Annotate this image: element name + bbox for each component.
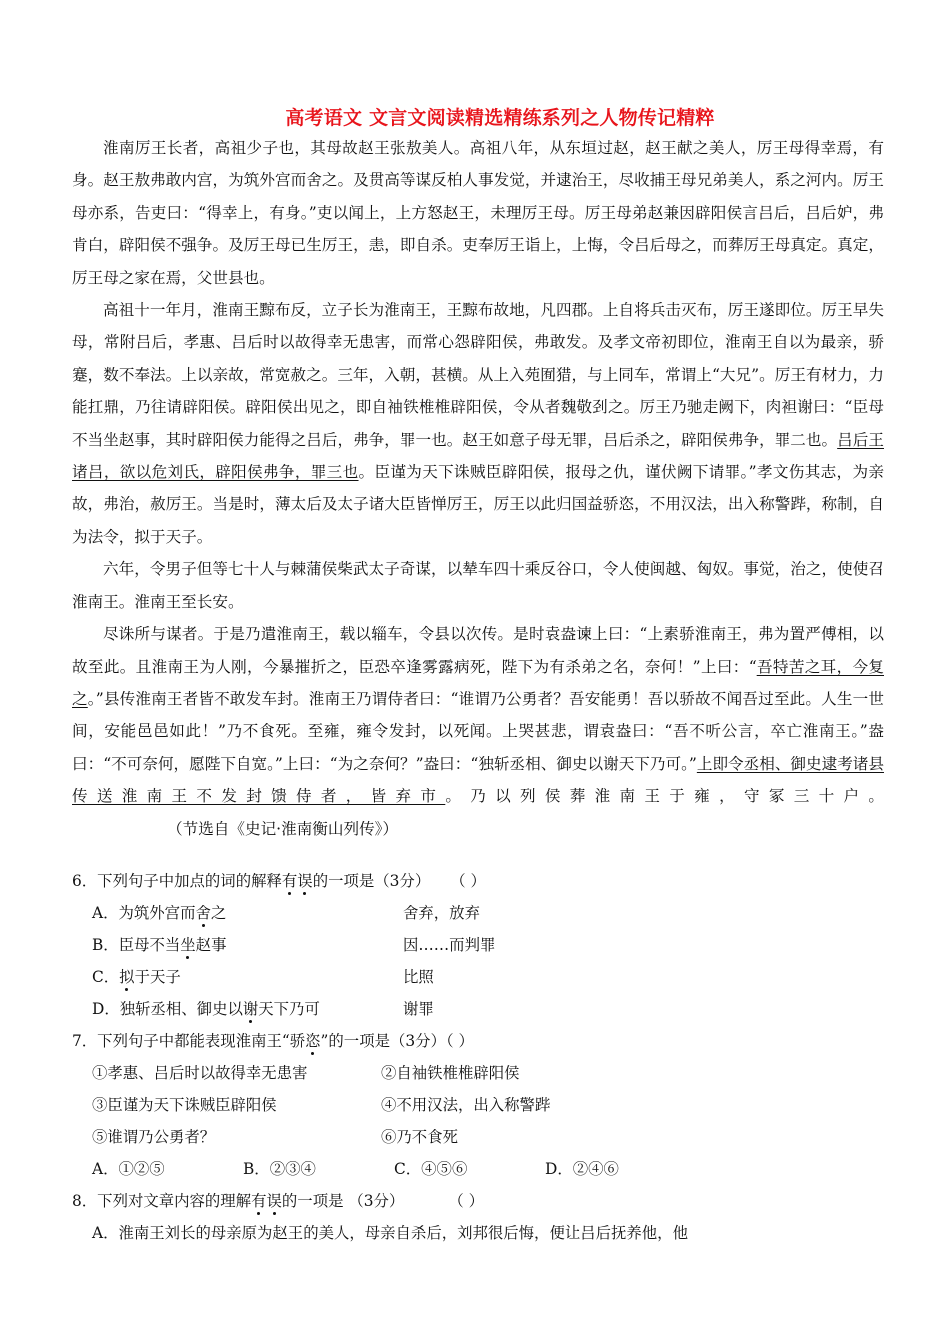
q7-dotted-char: 恣 (305, 1032, 321, 1050)
q6-option-c-gloss: 比照 (403, 968, 434, 986)
q7-stem-text: 7．下列句子中都能表现淮南王“骄 (72, 1032, 306, 1050)
q8-dotted-char: 有 (251, 1192, 267, 1210)
q6-option-c (92, 961, 181, 993)
q8-stem-text: 的一项是 （3分） (281, 1192, 405, 1210)
option-text: 于天子 (134, 968, 181, 986)
option-text: 天下乃可 (258, 1000, 320, 1018)
dotted-word: 坐 (180, 936, 196, 954)
q7-choice-d: D．②④⑥ (545, 1160, 619, 1178)
classical-passage (72, 132, 884, 845)
q7-item-2: ②自袖铁椎椎辟阳侯 (381, 1064, 520, 1082)
question-7-stem (72, 1025, 474, 1057)
q7-item-1: ①孝惠、吕后时以故得幸无患害 (92, 1064, 308, 1082)
option-text: B．臣母不当 (92, 936, 181, 954)
q7-item-3: ③臣谨为天下诛贼臣辟阳侯 (92, 1096, 277, 1114)
option-text: 之 (210, 904, 227, 922)
passage-paragraph-2 (72, 294, 884, 553)
q6-option-b (92, 929, 226, 961)
q7-choice-b: B．②③④ (243, 1160, 316, 1178)
passage-source: （节选自《史记·淮南衡山列传》） (167, 819, 399, 838)
q6-stem-text: 的一项是（3分） (312, 872, 431, 890)
option-text: A．为筑外宫而 (92, 904, 196, 922)
option-text: D．独斩丞相、御史以 (92, 1000, 243, 1018)
question-6-stem (72, 865, 486, 897)
q7-stem-text: ”的一项是（3分）（ ） (320, 1032, 474, 1050)
passage-text: 尽诛所与谋者。于是乃遣淮南王，载以辎车，令县以次传。是时袁盎谏上曰：“上素骄淮南王，弗为置严傅相，以故至此。且淮南王为人刚，今暴摧折之，臣恐卒逢雾露病死，陛下为有杀弟之名，奈何！”上曰：“ (72, 625, 884, 676)
passage-paragraph-1: 淮南厉王长者，高祖少子也，其母故赵王张敖美人。高祖八年，从东垣过赵，赵王献之美人，厉王母得幸焉，有身。赵王敖弗敢内宫，为筑外宫而舍之。及贯高等谋反柏人事发觉，并逮治王，尽收捕王母兄弟美人，系之河内。厉王母亦系，告吏曰：“得幸上，有身。”吏以闻上，上方怒赵王，未理厉王母。厉王母弟赵兼因辟阳侯言吕后，吕后妒，弗肯白，辟阳侯不强争。及厉王母已生厉王，恚，即自杀。吏奉厉王诣上，上悔，令吕后母之，而葬厉王母真定。真定，厉王母之家在焉，父世县也。 (72, 139, 884, 287)
q6-option-a-gloss: 舍弃，放弃 (403, 904, 480, 922)
dotted-word: 谢 (242, 1000, 259, 1018)
q7-item-6: ⑥乃不食死 (381, 1128, 458, 1146)
passage-text: 高祖十一年月，淮南王黥布反，立子长为淮南王，王黥布故地，凡四郡。上自将兵击灭布，厉王遂即位。厉王早失母，常附吕后，孝惠、吕后时以故得幸无患害，而常心怨辟阳侯，弗敢发。及孝文帝初即位，淮南王自以为最亲，骄蹇，数不奉法。上以亲故，常宽赦之。三年，入朝，甚横。从上入苑囿猎，与上同车，常谓上“大兄”。厉王有材力，力能扛鼎，乃往请辟阳侯。辟阳侯出见之，即自袖铁椎椎辟阳侯，令从者魏敬刭之。厉王乃驰走阙下，肉袒谢曰：“臣母不当坐赵事，其时辟阳侯力能得之吕后，弗争，罪一也。赵王如意子母无罪，吕后杀之，辟阳侯弗争，罪二也。 (72, 301, 884, 449)
dotted-word: 舍 (195, 904, 211, 922)
passage-text: 。乃以列侯葬淮南王于雍，守冢三十户。 (445, 787, 884, 806)
q6-stem-text: 6．下列句子中加点的词的解释 (72, 872, 282, 890)
option-text: 赵事 (195, 936, 227, 954)
document-title: 高考语文 文言文阅读精选精练系列之人物传记精粹 (285, 107, 715, 129)
q6-dotted-char: 误 (297, 872, 313, 890)
question-8-stem (72, 1185, 484, 1217)
q7-item-4: ④不用汉法，出入称警跸 (381, 1096, 551, 1114)
q8-answer-blank: （ ） (448, 1192, 485, 1210)
q8-option-a: A．淮南王刘长的母亲原为赵王的美人，母亲自杀后，刘邦很后悔，便让吕后抚养他，他 (92, 1224, 688, 1242)
passage-text: 。臣谨为天下诛贼臣辟阳侯，报母之仇，谨伏阙下请罪。”孝文伤其志，为亲故，弗治，赦厉王。当是时，薄太后及太子诸大臣皆惮厉王，厉王以此归国益骄恣，不用汉法，出入称警跸，称制，自为法令，拟于天子。 (72, 463, 884, 546)
underlined-sentence-3: 上即令丞相、御史逮考诸县传送淮南王不发封馈侍者，皆弃市 (72, 754, 884, 806)
q8-stem-text: 8．下列对文章内容的理解 (72, 1192, 252, 1210)
dotted-word: 拟 (119, 968, 135, 986)
option-text: C． (92, 968, 120, 986)
q6-dotted-char: 有 (281, 872, 298, 890)
q7-choice-c: C．④⑤⑥ (394, 1160, 468, 1178)
q8-dotted-char: 误 (266, 1192, 282, 1210)
q6-option-a (92, 897, 226, 929)
passage-paragraph-4 (72, 618, 884, 845)
passage-paragraph-3: 六年，令男子但等七十人与棘蒲侯柴武太子奇谋，以辇车四十乘反谷口，令人使闽越、匈奴。事觉，治之，使使召淮南王。淮南王至长安。 (72, 560, 884, 611)
q7-item-5: ⑤谁谓乃公勇者？ (92, 1128, 216, 1146)
q6-answer-blank: （ ） (450, 872, 486, 890)
underlined-sentence-1: 吕后王诸吕，欲以危刘氏，辟阳侯弗争，罪三也 (72, 430, 884, 482)
underlined-sentence-2: 吾特苦之耳，今复之 (72, 657, 884, 708)
passage-text: 。”县传淮南王者皆不敢发车封。淮南王乃谓侍者曰：“谁谓乃公勇者？吾安能勇！吾以骄故不闻吾过至此。人生一世间，安能邑邑如此！”乃不食死。至雍，雍令发封，以死闻。上哭甚悲，谓袁盎曰：“吾不听公言，卒亡淮南王。”盎曰：“不可奈何，愿陛下自宽。”上曰：“为之奈何？”盎曰：“独斩丞相、御史以谢天下乃可。” (72, 689, 884, 773)
q6-option-d (92, 993, 320, 1025)
q6-option-b-gloss: 因……而判罪 (403, 936, 496, 954)
q6-option-d-gloss: 谢罪 (403, 1000, 434, 1018)
q7-choice-a: A．①②⑤ (92, 1160, 165, 1178)
